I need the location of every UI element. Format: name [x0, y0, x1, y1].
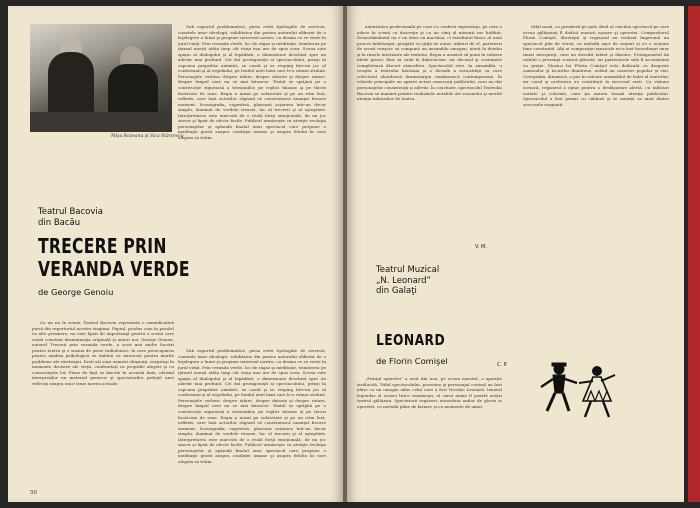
signature-cp: C. P. — [497, 362, 508, 368]
review-column-bottom: „Prinţul operetei” a avut din nou, pe scena noastră, o apariţie strălucită. Titlul spectacolului, povestea şi personajul central au fost alese ca un omagiu adus celui care a fost Nicolae Leonard, tenorul legendar al scenei lirice româneşti, al cărui nume îl poartă astăzi teatrul gălăţean. Spectatorii regăsesc atmosfera anilor de glorie ai operetei, cu melodii pline de farmec şi cu momente de umor. — [357, 376, 502, 409]
article-column-right-bottom: Sub raportul problematicii, piesa evită tipologiile de serviciu, cuantele unor ideologii, validitatea din partea autorului eliberat de o înţelegere a lumii şi propune interesul nostru, ca drama ce se veste în jurul vieţii. Prin veranda verde, loc de răgaz şi meditaţie, trimiterea pe ţărmul morţii atâta timp cât viaţa mai are de spus ceva. Scena este spaţiu al dialogului şi al lepădării, o dimensiune deschisă spre un adevăr mai profund. Cei doi protagonişti ai spectacolului, prinşi în capcana propriilor amintiri, se caută şi se resping într-un joc al confesiunii şi al orgoliului, pe fondul unei lumi care le-a rămas străină. Personajele vorbesc despre iubire, despre datorie şi despre ratare, despre timpul care nu se mai întoarce. Textul se sprijină pe o construcţie riguroasă a tensiunilor, pe replici tăioase şi pe tăceri încărcate de sens. Regia a mizat pe sobrietate şi pe un ritm lent, reflexiv, care lasă actorilor răgazul să construiască nuanţat fiecare moment. Scenografia, sugestivă, plasează acţiunea într-un decor simplu, dominat de verdele terasei, loc al trecerii şi al aşteptării. Interpretarea este marcată de o reală forţă emoţională, de un joc sincer şi lipsit de efecte facile. Publicul urmăreşte cu atenţie evoluţia personajelor şi aplaudă finalul unui spectacol care propune o meditaţie gravă asupra condiţiei umane şi asupra felului în care alegem să trăim. — [178, 348, 326, 464]
page-number: 50 — [30, 490, 37, 496]
dancing-couple-illustration — [529, 361, 629, 423]
actors-photo — [30, 24, 172, 132]
review-column-right: titlul nouă, ca premieră pe ţară, fiind al cincilea spectacol pe care scena gălăţeană îl dedică muzicii uşoare şi operetei. Compozitorul Florin Comişel, libretiştii şi regizorul au realizat împreună un spectacol plin de vervă, cu melodii uşor de reţinut şi cu o acţiune bine construită. Alţi ai compoziţiei muzicale ne-a fost încredinţat unor tineri interpreţi, care au dovedit talent şi dăruire. Protagonistul dă rolului o prezenţă scenică plăcută, iar partenerele sale îl secondează cu graţie. Muzica lui Florin Comişel este dedicată cu dragoste oamenilor şi locurilor dunărene, având un caracter popular şi vioi. Coregrafia, dinamică, a pus în valoare ansamblul de balet al teatrului, iar corul şi orchestra au contribuit la succesul serii. Ca viziune scenică, regizorul a optat pentru o desfăşurare alertă, cu tablouri variate şi colorate, care ţin mereu trează atenţia publicului. Spectacolul a fost primit cu căldură şi se anunţă ca unul dintre succesele stagiunii. — [523, 24, 669, 107]
signature-vm: V. M. — [475, 244, 487, 250]
operetta-author: de Florin Comişel — [376, 356, 448, 366]
play-title: TRECERE PRIN VERANDA VERDE — [38, 234, 190, 281]
red-page-edge — [688, 6, 700, 502]
operetta-title: LEONARD — [376, 331, 446, 349]
photo-caption: Mişu Rozeanu şi Sica Stârcescu — [111, 134, 184, 139]
review-column-left: autoritatea profesională pe care i-o conferă experienţa, pe care o aduce în scenă cu discreţie şi cu un simţ al măsurii rar întâlnit. Deznodământul nu e un deus ex machina, ci rezultatul firesc al unui proces îndelungat, pregătit cu grijă de autor. Alături de el, parteneri de scenă reuşesc să compună un ansamblu omogen, atent la detaliu şi la rimele interioare ale textului. Regia a urmărit să pună în valoare ideile piesei, fără să cadă în didacticism, iar decorul şi costumele completează discret atmosfera. Spectacolul este, în ansamblu, o reuşită a teatrului băcăuan şi o dovadă a seriozităţii cu care colectivul abordează dramaturgia românească contemporană. În rolurile principale au apărut actori cunoscuţi publicului, care au dat personajelor consistenţă şi adevăr. În concluzie, spectacolul Teatrului Bacovia se numără printre realizările notabile ale sezonului şi merită atenţia iubitorilor de teatru. — [357, 24, 502, 102]
theatre-name: Teatrul Bacovia din Bacău — [38, 207, 103, 228]
theatre-name-galati: Teatrul Muzical „N. Leonard” din Galaţi — [376, 265, 440, 297]
article-column-left: Ca un nu în senză, Teatrul Bacovia reprezintă o semnificativă piesă din repertoriul acestei stagiuni. Faptul, produs cum în paralel cu alte premiere, nu este lipsit de importanţă pentru o scenă care caută constant dramaturgia originală şi autori noi. George Genoiu, autorul Trecerii prin veranda verde, a scris mai multe lucrări pentru teatru şi o seamă de piese radiofonice, în care preocuparea pentru analiza psihologică se îmbină cu interesul pentru marile probleme ale existenţei. Eroii săi sunt oameni obişnuiţi, surprinşi în momente decisive ale vieţii, confruntaţi cu propriile alegeri şi cu consecinţele lor. Piesa de faţă se înscrie în această linie, oferind interpreţilor un material generos şi spectatorilor prilejul unei reflecţii asupra unor teme mereu actuale. — [32, 320, 174, 387]
play-author: de George Genoiu — [38, 287, 114, 297]
left-page — [8, 6, 343, 502]
right-page — [347, 6, 684, 502]
article-column-right: Sub raportul problematicii, piesa evită tipologiile de serviciu, cuantele unor ideologii, validitatea din partea autorului eliberat de o înţelegere a lumii şi propune interesul nostru, ca drama ce se veste în jurul vieţii. Prin veranda verde, loc de răgaz şi meditaţie, trimiterea pe ţărmul morţii atâta timp cât viaţa mai are de spus ceva. Scena este spaţiu al dialogului şi al lepădării, o dimensiune deschisă spre un adevăr mai profund. Cei doi protagonişti ai spectacolului, prinşi în capcana propriilor amintiri, se caută şi se resping într-un joc al confesiunii şi al orgoliului, pe fondul unei lumi care le-a rămas străină. Personajele vorbesc despre iubire, despre datorie şi despre ratare, despre timpul care nu se mai întoarce. Textul se sprijină pe o construcţie riguroasă a tensiunilor, pe replici tăioase şi pe tăceri încărcate de sens. Regia a mizat pe sobrietate şi pe un ritm lent, reflexiv, care lasă actorilor răgazul să construiască nuanţat fiecare moment. Scenografia, sugestivă, plasează acţiunea într-un decor simplu, dominat de verdele terasei, loc al trecerii şi al aşteptării. Interpretarea este marcată de o reală forţă emoţională, de un joc sincer şi lipsit de efecte facile. Publicul urmăreşte cu atenţie evoluţia personajelor şi aplaudă finalul unui spectacol care propune o meditaţie gravă asupra condiţiei umane şi asupra felului în care alegem să trăim. — [178, 24, 326, 140]
